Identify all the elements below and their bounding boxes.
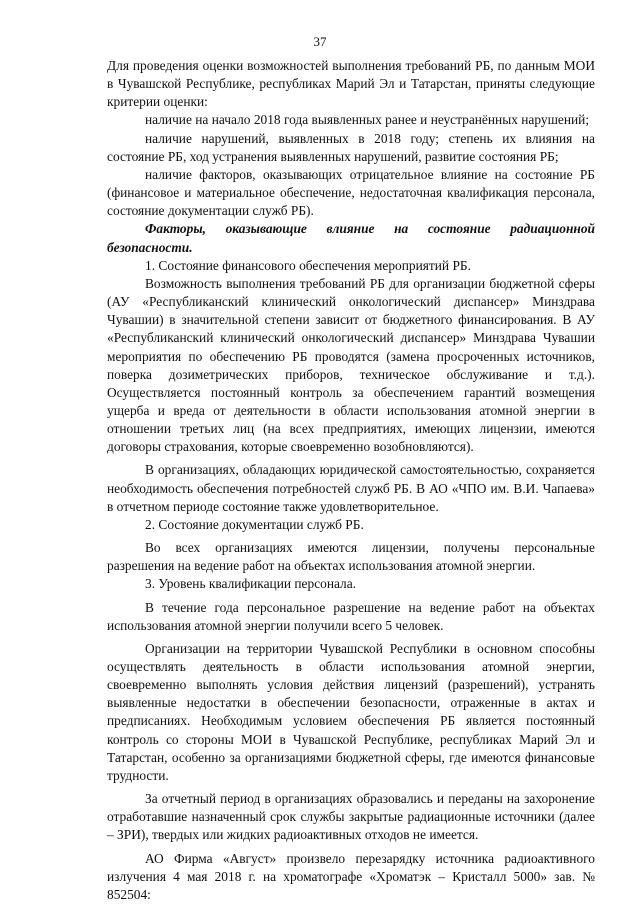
sources-paragraph: За отчетный период в организациях образовались и переданы на захоронение отработавшие назначенный срок службы закрытые радиационные источники (далее – ЗРИ), твердых или жидких радиоактивных отходов не имеется. <box>107 791 595 843</box>
financial-paragraph: Возможность выполнения требований РБ для организации бюджетной сферы (АУ «Республиканский клинический онкологический диспансер» Минздрава Чувашии) в значительной степени зависит от бюджетного финансирования. В АУ «Республиканский клинический онкологический диспансер» Минздрава Чувашии мероприятия по обеспечению РБ проводятся (замена просроченных источников, поверка дозиметрических приборов, техническое обслуживание и т.д.). Осуществляется постоянный контроль за обеспечением гарантий возмещения ущерба и вреда от деятельности в области использования атомной энергии в отношении третьих лиц (на всех предприятиях, имеющих лицензии, имеются договоры страхования, которые своевременно возобновляются). <box>107 275 595 455</box>
subheading-financial: 1. Состояние финансового обеспечения мероприятий РБ. <box>145 257 471 273</box>
recharge-paragraph: АО Фирма «Август» произвело перезарядку источника радиоактивного излучения 4 мая 2018 г. на хроматографе «Хроматэк – Кристалл 5000» зав. № 852504: <box>107 850 595 902</box>
subheading-qualification: 3. Уровень квалификации персонала. <box>145 576 357 592</box>
organizations-paragraph: В организациях, обладающих юридической самостоятельностью, сохраняется необходимость обеспечения потребностей служб РБ. В АО «ЧПО им. В.И. Чапаева» в отчетном периоде состояние также удовлетворительное. <box>107 462 595 514</box>
page-number: 37 <box>313 34 327 49</box>
subheading-documentation: 2. Состояние документации служб РБ. <box>145 516 364 532</box>
body-text <box>107 57 595 904</box>
criteria-item-2: наличие нарушений, выявленных в 2018 году; степень их влияния на состояние РБ, ход устранения выявленных нарушений, развитие состояния РБ; <box>107 130 595 164</box>
licenses-paragraph: Во всех организациях имеются лицензии, получены персональные разрешения на ведение работ на объектах использования атомной энергии. <box>107 540 595 574</box>
permits-paragraph: В течение года персональное разрешение на ведение работ на объектах использования атомной энергии получили всего 5 человек. <box>107 599 595 633</box>
capability-paragraph: Организации на территории Чувашской Республики в основном способны осуществлять деятельность в области использования атомной энергии, своевременно выполнять условия действия лицензий (разрешений), устранять выявленные недостатки в обеспечении безопасности, отраженные в актах и предписаниях. Необходимым условием обеспечения РБ является постоянный контроль со стороны МОИ в Чувашской Республике, республиках Марий Эл и Татарстан, особенно за организациями бюджетной сферы, где имеются финансовые трудности. <box>107 640 595 783</box>
section-heading: Факторы, оказывающие влияние на состояние радиационной безопасности. <box>107 221 595 255</box>
criteria-item-3: наличие факторов, оказывающих отрицательное влияние на состояние РБ (финансовое и материальное обеспечение, недостаточная квалификация персонала, состояние документации служб РБ). <box>107 166 595 219</box>
criteria-item-1: наличие на начало 2018 года выявленных ранее и неустранённых нарушений; <box>145 112 590 128</box>
intro-paragraph: Для проведения оценки возможностей выполнения требований РБ, по данным МОИ в Чувашской Республике, республиках Марий Эл и Татарстан, приняты следующие критерии оценки: <box>107 58 595 110</box>
